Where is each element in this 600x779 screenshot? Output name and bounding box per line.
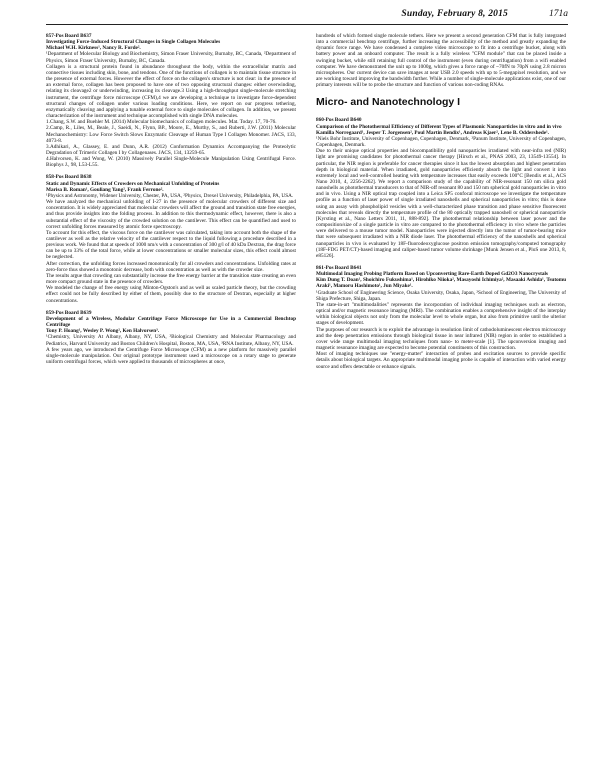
references xyxy=(46,119,296,168)
abstract-title: Multimodal Imaging Probing Platform Based on Upconverting Rare-Earth Doped Gd2O3 Nanocrystals xyxy=(316,271,548,278)
abstract-paragraph: Most of imaging techniques use "energy-matter" interaction of probes and excitation sources to provide specific details about biological targets. An appropriate multimodal imaging probe is capable of interaction with varied energy source and offers detectable or enhance signals. xyxy=(316,351,566,370)
abstract-paragraph: After correction, the unfolding forces increased monotonically for all crowders and concentrations. Unfolding rates at zero-force thus showed a monotonic decrease, both with concentration as well as with the crowder size. xyxy=(46,260,296,273)
abstract-authors: Kamilla Norregaard¹, Jesper T. Jorgensen², Poul Martin Bendix¹, Andreas Kjaer², Lene B. Oddershede¹. xyxy=(316,129,549,136)
section-heading: Micro- and Nanotechnology I xyxy=(316,96,461,109)
abstract-title: Investigating Force-Induced Structural Changes in Single Collagen Molecules xyxy=(46,39,221,46)
abstract-id: 858-Pos Board B638 xyxy=(46,174,92,181)
abstract-paragraph: We modeled the change of free energy using Minton-Ogston's and as well as scaled particle theory, but the crowding effect could not be fully described by either of them, possibly due to the structure of Dextran, especially at higher concentrations. xyxy=(46,285,296,304)
abstract-857 xyxy=(46,33,296,168)
abstract-title: Static and Dynamic Effects of Crowders on Mechanical Unfolding of Proteins xyxy=(46,180,220,187)
abstract-paragraph: The state-in-art "multimodalities" represents the incorporation of individual imaging techniques such as electron, optical and/or magnetic resonance imaging (MRI). The combination enables a comprehensive insight of the interplay within biological objects not only from the molecular level to whole organ, but also from primitive until the ulterior stages of development. xyxy=(316,301,566,327)
abstract-id: 860-Pos Board B640 xyxy=(316,117,362,124)
reference-item: 2.Camp, R., Liles, M., Beale, J., Saeidi, N., Flynn, BP., Moore, E., Murthy, S., and Ruberti, J.W. (2011) Molecular Mechanochemistry: Low Force Switch Slows Enzymatic Cleavage of Human Type I Collagen Monomer. JACS, 133, 4073-8. xyxy=(46,125,296,144)
abstract-id: 861-Pos Board B641 xyxy=(316,265,362,271)
abstract-860 xyxy=(316,117,566,259)
abstract-authors: Marisa B. Roman¹, Gouliang Yang², Frank Ferrone². xyxy=(46,186,164,193)
abstract-affiliations: ¹Graduate School of Engineering Science, Osaka University, Osaka, Japan, ²School of Engineering, The University of Shiga Prefecture, Shiga, Japan. xyxy=(316,289,566,302)
abstract-paragraph: Collagen is a structural protein found in abundance throughout the body, within the extracellular matrix and connective tissues including skin, bone, and tendons. One of the functions of collagen is to maintain tissue structure in the presence of external forces. However the effect of force on the collagen's structure is not clear: in the presence of an external force, collagen has been proposed to have one of two opposing structural changes: either overwinding, relating its cleavage2 or underwinding, increasing its cleavage.3 Using a high-throughput single-molecule stretching instrument, the centrifuge force microscope (CFM),4 we are developing a technique to investigate force-dependent structural changes of collagen under various loading conditions. Here, we report on our progress tethering, enzymatically cleaving and applying a tunable external force to single molecules of collagen. In addition, we present characterization of the instrument and technique accomplished with single DNA molecules. xyxy=(46,63,296,120)
right-column xyxy=(316,33,566,376)
abstract-858 xyxy=(46,174,296,303)
running-header xyxy=(46,9,568,25)
reference-item: 1.Chang, S.W. and Buehler M. (2014) Molecular biomechanics of collagen molecules. Mat. Today. 17, 70-76. xyxy=(46,119,277,126)
abstract-affiliations: ¹Department of Molecular Biology and Biochemistry, Simon Fraser University, Burnaby, BC, Canada, ²Department of Physics, Simon Fraser University, Burnaby, BC, Canada. xyxy=(46,51,296,64)
abstract-861 xyxy=(316,265,566,370)
abstract-id: 859-Pos Board B639 xyxy=(46,309,92,316)
abstract-continuation: hundreds of which formed single molecule tethers. Here we present a second generation CFM that is fully integrated into a commercial benchtop centrifuge, further increasing the accessibility of the method and greatly expanding the dynamic force range. We have condensed a complete video microscope to fit into a centrifuge bucket, along with battery power and an onboard computer. The result is a fully wireless "CFM module" that can be placed inside a swinging bucket, while still retaining full control of the instrument (even during centrifugation) from a wifi enabled computer. We have demonstrated the unit up to 1000g, which gives a force range of ~70fN to 70pN using 2.8 micron microspheres. Our current device can save images at near USB 2.0 speeds with up to 5-megapixel resolution, and we are working toward improving the bandwidth further. While a number of single-molecule applications exist, one of our primary interests will be to probe the structure and function of various non-coding RNAs. xyxy=(316,33,566,89)
abstract-affiliations: ¹Niels Bohr Institute, University of Copenhagen, Copenhagen, Denmark, ²Panum Institute, University of Copenhagen, Copenhagen, Denmark. xyxy=(316,135,566,149)
abstract-affiliations: ¹Chemistry, University At Albany, Albany, NY, USA, ²Biological Chemistry and Molecular Pharmacology and Pediatrics, Harvard University and Boston Children's Hospital, Boston, MA, USA, ³RNA Institute, Albany, NY, USA. xyxy=(46,334,296,347)
abstract-paragraph: We have analyzed the mechanical unfolding of I-27 in the presence of molecular crowders of different size and concentration. It is widely appreciated that molecular crowders will affect the ground and transition state free energies, and thus provide insights into the folding process. In addition to this thermodynamic effect, however, there is also a substantial effect of the viscosity of the crowded solution on the cantilever. This effect can be quantified and used to correct unfolding forces measured by atomic force spectroscopy. xyxy=(46,199,296,230)
abstract-authors: Kim Dung T. Doan¹, Shoichiro Fukushima¹, Hirohiko Niioka², Masayoshi Ichimiya², Masaaki Ashida¹, Tsutomu Araki¹, Mamoru Hashimoto¹, Jun Miyake¹. xyxy=(316,277,566,290)
abstract-affiliations: ¹Physics and Astronomy, Widener University, Chester, PA, USA, ²Physics, Drexel University, Philadelphia, PA, USA. xyxy=(46,192,294,199)
header-date: Sunday, February 8, 2015 xyxy=(401,9,508,19)
left-column xyxy=(46,33,296,371)
abstract-authors: Michael W.H. Kirkness¹, Nancy R. Forde². xyxy=(46,45,141,52)
abstract-paragraph: To account for this effect, the viscous force on the cantilever was calculated, taking into account both the shape of the cantilever as well as the relative velocity of the cantilever respect to the liquid following a procedure described in a previous work. We found that at speeds of 1000 nm/s with a concentration of 300 g/l of 40 kDa Dextran, the drag force can be up to 33% of the total force, while at lower concentrations or smaller molecular sizes, this effect could almost be neglected. xyxy=(46,229,296,261)
abstract-paragraph: Due to their unique optical properties and biocompatibility gold nanoparticles irradiated with near-infra red (NIR) light are promising candidates for photothermal cancer therapy [Hirsch et al., PNAS 2003, 23, 13549-13554]. In particular, the NIR region is preferable for cancer therapies since it has the lowest absorption and highest penetration depth in biological material. When irradiated, gold nanoparticles efficiently absorb the light and convert it into extremely local and well-controlled heating with temperature increases that easily exceeds 100°C [Bendix et al., ACS Nano 2010, 4, 2256-2262]. We report a comparison study of the capability of NIR-resonant 150 nm silica gold nanoshells as photothermal transducers to that of NIR-off resonant 80 and 150 nm spherical gold nanoparticles in vitro and in vivo. Using a NIR optical trap coupled into a Leica SP5 confocal microscope we investigate the temperature profile as a function of laser power of single irradiated nanoshells and spherical nanoparticles in vitro; this is done using an assay with phospholipid vesicles with a well-characterized phase transition and phase sensitive fluorescent molecules that reveals directly the temperature profile of the 80 optically trapped nanoshell or spherical nanoparticle [Kyrsting et al., Nano Letters 2011, 11, 888-892]. The photothermal relationship between laser power and the composition/size of a single particle in vitro are compared to the photothermal efficiency in vivo where the particles were delivered to a mouse tumor model. Nanoparticles were injected directly into the tumor of tumor-bearing mice that were subsequent irradiated with a NIR diode laser. The photothermal efficiency of the nanoshells and spherical nanoparticles in vivo is evaluated by 18F-fluorodeoxyglucose positron emission tomography/computed tomography (18F-FDG PET/CT)-based imaging and caliper-based tumor volume shrinkage [Munk Jensen et al., PloS one 2013, 8, e85126]. xyxy=(316,148,566,259)
abstract-paragraph: A few years ago, we introduced the Centrifuge Force Microscope (CFM) as a new platform for massively parallel single-molecule manipulation. Our original prototype instrument used a microscope on a rotary stage to generate uniform centrifugal forces, which were applied to thousands of microspheres at once, xyxy=(46,346,296,365)
abstract-paragraph: The purposes of our research is to exploit the advantage in resolution limit of cathodoluminescent electron microscopy and the deep penetration emissions through biological tissue in near infrared (NIR) region in order to established a cover wide range multimodal imaging techniques from nano- to meter-scale [1]. The upconversion imaging and magnetic resonance imaging are expected to become potential constituents of this construction. xyxy=(316,326,566,352)
abstract-id: 857-Pos Board B637 xyxy=(46,33,92,39)
page-number: 171a xyxy=(549,9,568,19)
abstract-authors: Tony P. Hoang¹, Wesley P. Wong², Ken Halvorsen³. xyxy=(46,328,160,335)
abstract-paragraph: The results argue that crowding can substantially increase the free energy barrier at the transition state creating an even more compact ground state in the presence of crowders. xyxy=(46,272,296,286)
abstract-title: Development of a Wireless, Modular Centrifuge Force Microscope for Use in a Commercial Benchtop Centrifuge xyxy=(46,315,296,329)
reference-item: 3.Adhikari, A., Glassey, E. and Dunn, A.R. (2012) Conformation Dynamics Accompanying the Proteolytic Degradation of Trimeric Collagen I by Collagenases. JACS, 134, 13259-65. xyxy=(46,143,296,156)
abstract-859 xyxy=(46,310,296,365)
abstract-title: Comparison of the Photothermal Efficiency of Different Types of Plasmonic Nanoparticles in vitro and in vivo xyxy=(316,123,562,130)
reference-item: 4.Halvorsen, K. and Wong, W. (2010) Massively Parallel Single-Molecule Manipulation Using Centrifugal Force. Biophys J., 98, L53-L55. xyxy=(46,156,296,169)
